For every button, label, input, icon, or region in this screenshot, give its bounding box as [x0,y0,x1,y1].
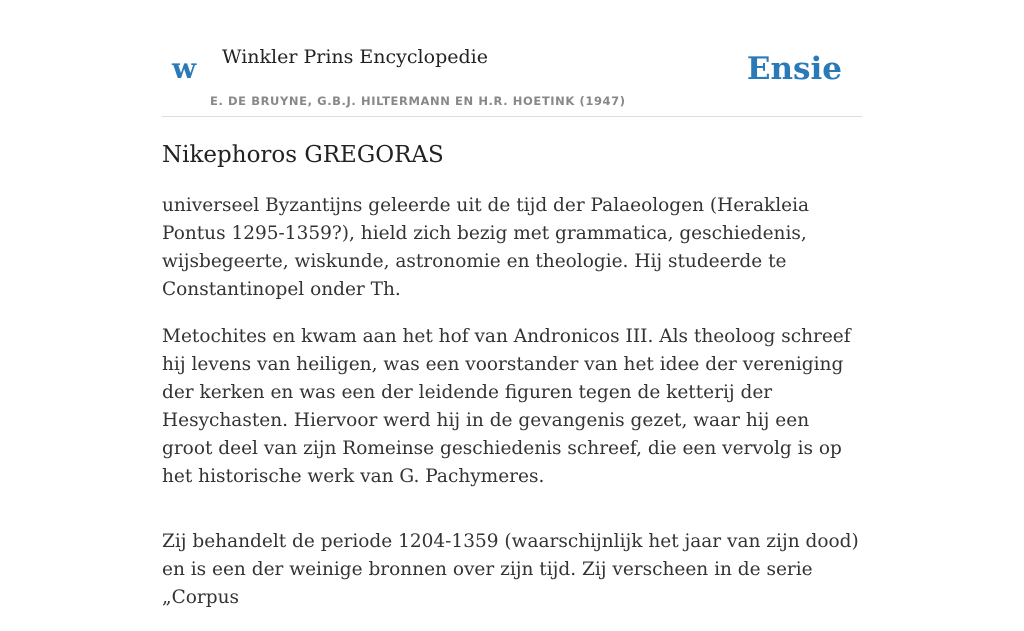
page [162,0,862,608]
source-authors: E. DE BRUYNE, G.B.J. HILTERMANN EN H.R. HOETINK (1947) [210,94,626,108]
ensie-logo[interactable]: Ensie [746,51,842,87]
winkler-prins-logo[interactable]: w [172,52,197,85]
site-header [162,0,862,117]
article-body [162,192,862,631]
article-paragraph: Zij behandelt de periode 1204-1359 (waarschijnlijk het jaar van zijn dood) en is een der weinige bronnen over zijn tijd. Zij verscheen in de serie „Corpus [162,531,859,608]
article-paragraph: Metochites en kwam aan het hof van Andronicos III. Als theoloog schreef hij levens van heiligen, was een voorstander van het idee der vereniging der kerken en was een der leidende figuren tegen de ketterij der Hesychasten. Hiervoor werd hij in de gevangenis gezet, waar hij een groot deel van zijn Romeinse geschiedenis schreef, die een vervolg is op het historische werk van G. Pachymeres. [162,326,851,487]
source-title[interactable]: Winkler Prins Encyclopedie [222,46,488,68]
article-paragraph: universeel Byzantijns geleerde uit de tijd der Palaeologen (Herakleia Pontus 1295-1359?), hield zich bezig met grammatica, geschiedenis, wijsbegeerte, wiskunde, astronomie en theologie. Hij studeerde te Constantinopel onder Th. [162,195,810,300]
article-title: Nikephoros GREGORAS [162,142,444,168]
